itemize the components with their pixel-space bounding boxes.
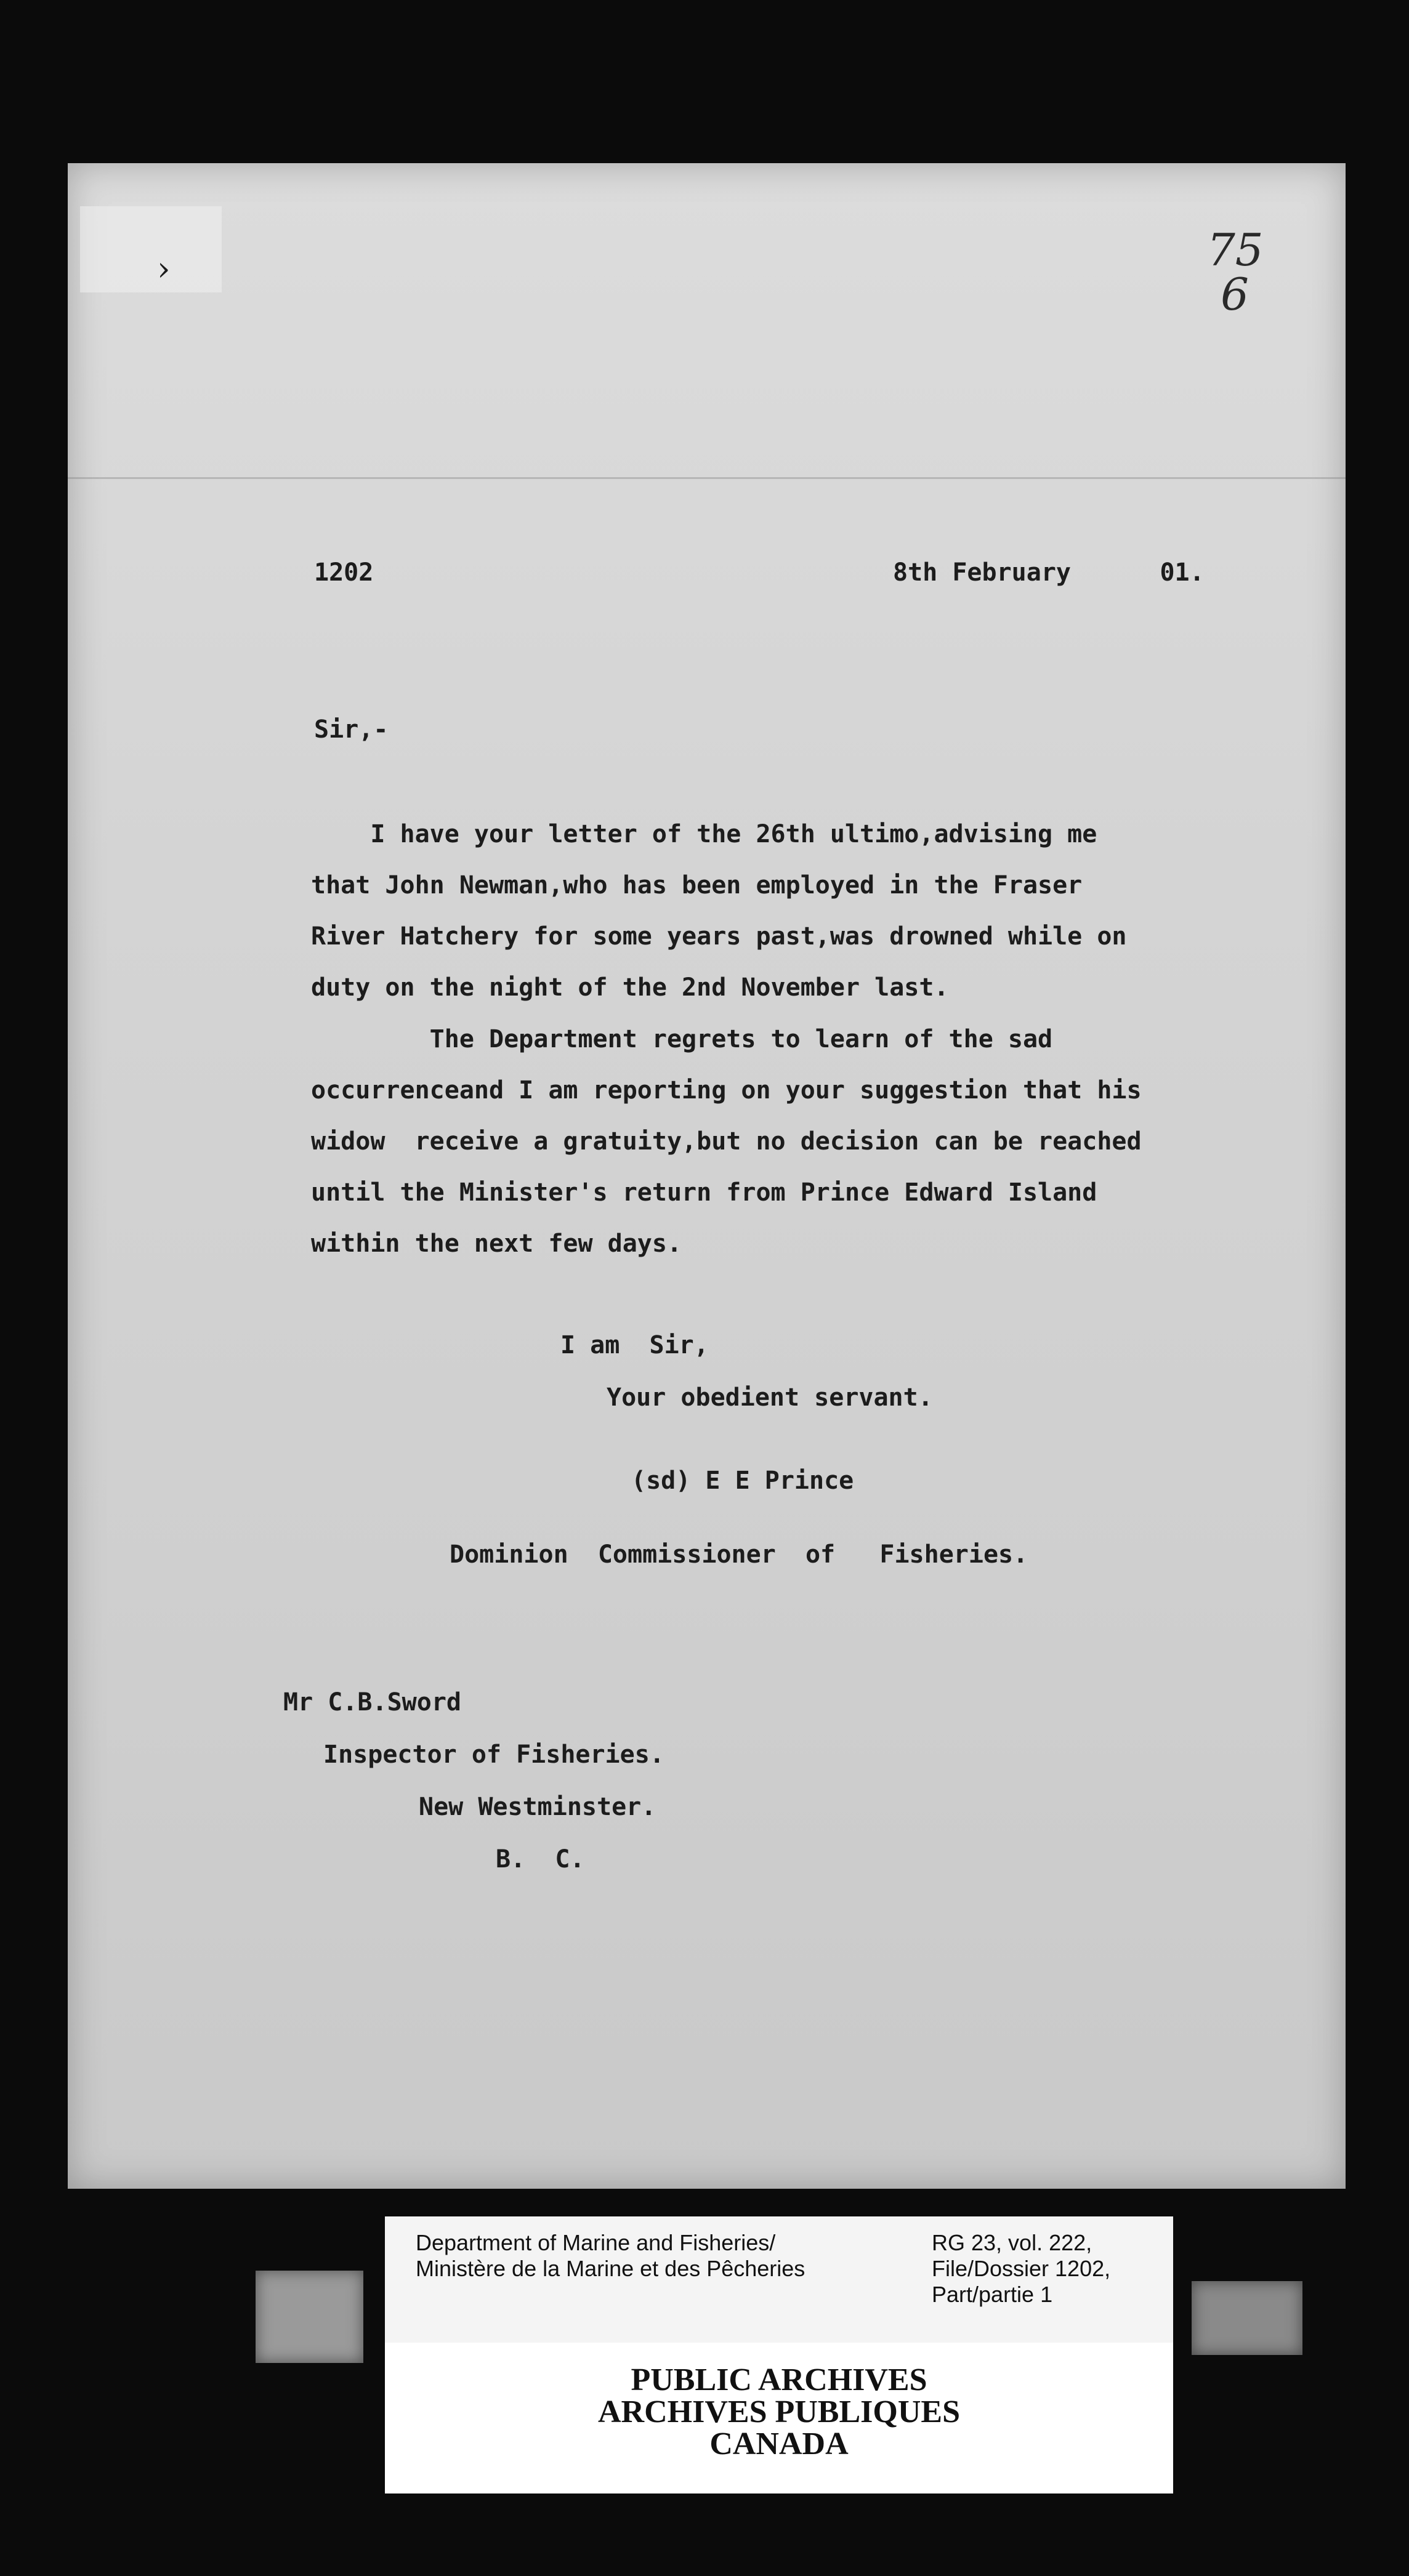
label-file: File/Dossier 1202, [932, 2256, 1111, 2281]
folio-number: 75 6 [1207, 224, 1264, 320]
label-part: Part/partie 1 [932, 2282, 1053, 2307]
label-title-en: PUBLIC ARCHIVES [631, 2362, 927, 2397]
recipient-name: Mr C.B.Sword [283, 1688, 461, 1717]
paper-fold-line [68, 477, 1346, 479]
letter-date: 8th February 01. [893, 558, 1205, 587]
body-line-6: occurrenceand I am reporting on your suggestion that his [311, 1076, 1142, 1105]
salutation: Sir,- [314, 715, 389, 744]
body-line-4: duty on the night of the 2nd November last. [311, 973, 949, 1002]
recipient-province: B. C. [496, 1845, 585, 1874]
archive-label [385, 2216, 1173, 2493]
body-line-3: River Hatchery for some years past,was drowned while on [311, 922, 1127, 951]
recipient-city: New Westminster. [419, 1793, 656, 1821]
reference-number: 1202 [314, 558, 374, 587]
label-title-block [385, 2343, 1173, 2493]
label-record-group: RG 23, vol. 222, [932, 2230, 1092, 2255]
body-line-2: that John Newman,who has been employed in the Fraser [311, 871, 1083, 900]
signature: (sd) E E Prince [631, 1467, 854, 1495]
paper-stain [80, 206, 222, 292]
letter-page [68, 163, 1346, 2189]
body-line-8: until the Minister's return from Prince Edward Island [311, 1178, 1097, 1207]
signatory-title: Dominion Commissioner of Fisheries. [450, 1540, 1028, 1569]
label-title-fr: ARCHIVES PUBLIQUES [597, 2394, 961, 2429]
body-line-1: I have your letter of the 26th ultimo,advising me [311, 820, 1097, 848]
body-line-7: widow receive a gratuity,but no decision can be reached [311, 1127, 1142, 1156]
label-department-en: Department of Marine and Fisheries/ [416, 2230, 776, 2255]
body-line-5: The Department regrets to learn of the sad [311, 1025, 1053, 1053]
recipient-position: Inspector of Fisheries. [323, 1741, 664, 1769]
film-tab-right [1192, 2281, 1302, 2355]
closing-line-1: I am Sir, [560, 1331, 709, 1359]
film-tab-left [256, 2271, 363, 2363]
label-department-fr: Ministère de la Marine et des Pêcheries [416, 2256, 805, 2281]
label-title-country: CANADA [709, 2426, 849, 2461]
corner-mark: › [157, 249, 171, 288]
closing-line-2: Your obedient servant. [607, 1383, 933, 1412]
body-line-9: within the next few days. [311, 1230, 682, 1258]
